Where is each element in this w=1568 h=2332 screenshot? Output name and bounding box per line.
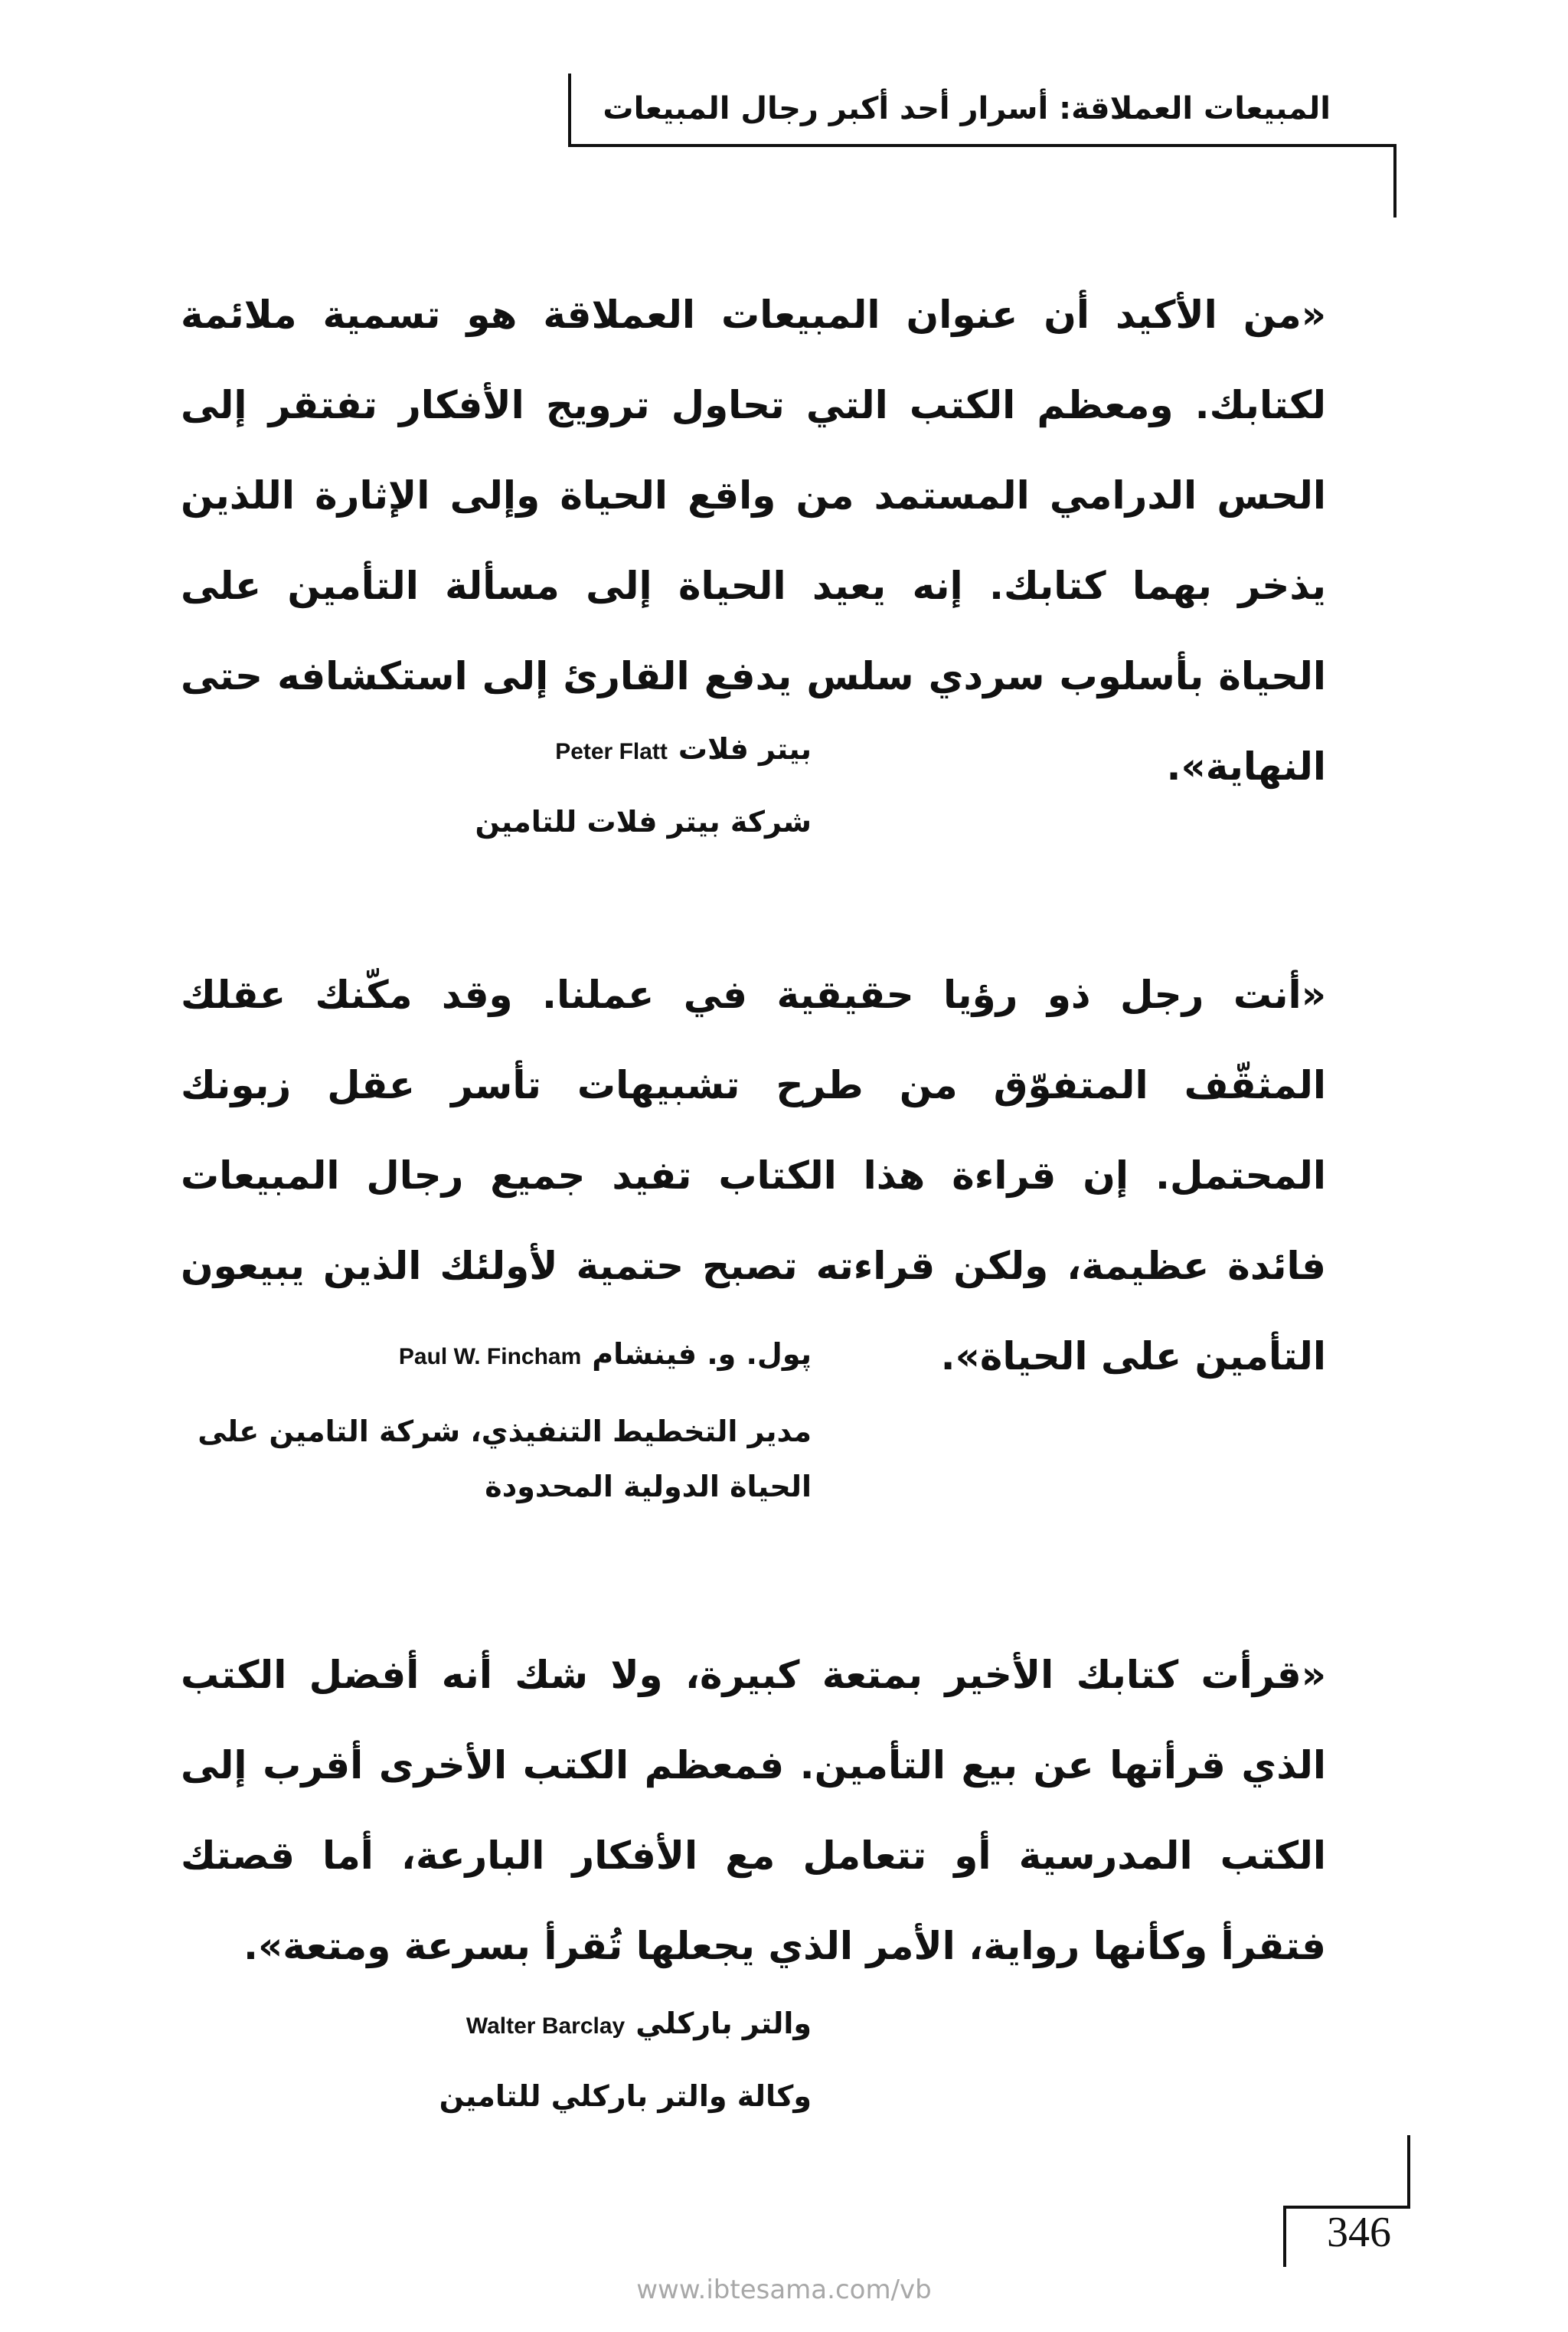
testimonial-quote-2: «أنت رجل ذو رؤيا حقيقية في عملنا. وقد مكّنك عقلك المثقّف المتفوّق من طرح تشبيهات تأسر عقل زبونك المحتمل. إن قراءة هذا الكتاب تفيد جميع رجال المبيعات فائدة عظيمة، ولكن قراءته تصبح حتمية لأولئك الذين يبيعون التأمين على الحياة». bbox=[181, 973, 1326, 1379]
page-number-left-rule bbox=[1283, 2206, 1286, 2267]
testimonial-author-3 bbox=[184, 2002, 812, 2048]
testimonial-org-2-line-2: الحياة الدولية المحدودة bbox=[485, 1470, 812, 1503]
testimonial-org-2-line-1: مدير التخطيط التنفيذي، شركة التامين على bbox=[198, 1415, 812, 1448]
author-name-arabic: والتر باركلي bbox=[635, 2007, 812, 2040]
testimonial-quote-3: «قرأت كتابك الأخير بمتعة كبيرة، ولا شك أنه أفضل الكتب الذي قرأتها عن بيع التأمين. فمعظم الكتب الأخرى أقرب إلى الكتب المدرسية أو تتعامل مع الأفكار البارعة، أما قصتك فتقرأ وكأنها رواية، الأمر الذي يجعلها تُقرأ بسرعة ومتعة». bbox=[181, 1653, 1326, 1968]
author-name-arabic: پول. و. فينشام bbox=[592, 1337, 812, 1371]
author-name-latin: Paul W. Fincham bbox=[398, 1344, 582, 1369]
footer-watermark-url: www.ibtesama.com/vb bbox=[636, 2275, 932, 2305]
author-name-latin: Walter Barclay bbox=[466, 2013, 626, 2039]
page-number: 346 bbox=[1327, 2209, 1391, 2256]
testimonial-quote-1: «من الأكيد أن عنوان المبيعات العملاقة هو تسمية ملائمة لكتابك. ومعظم الكتب التي تحاول ترويج الأفكار تفتقر إلى الحس الدرامي المستمد من واقع الحياة وإلى الإثارة اللذين يذخر بهما كتابك. إنه يعيد الحياة إلى مسألة التأمين على الحياة بأسلوب سردي سلس يدفع القارئ إلى استكشافه حتى النهاية». bbox=[181, 293, 1326, 789]
testimonial-author-1 bbox=[184, 728, 812, 774]
testimonial-author-2 bbox=[184, 1333, 812, 1379]
author-name-latin: Peter Flatt bbox=[555, 739, 668, 764]
page-number-right-rule bbox=[1407, 2135, 1410, 2209]
header-bottom-rule bbox=[568, 144, 1395, 147]
header-right-rule bbox=[1393, 144, 1396, 218]
testimonial-org-1: شركة بيتر فلات للتامين bbox=[475, 805, 812, 839]
author-name-arabic: بيتر فلات bbox=[678, 732, 812, 766]
testimonial-org-3: وكالة والتر باركلي للتامين bbox=[439, 2079, 812, 2113]
running-header-title: المبيعات العملاقة: أسرار أحد أكبر رجال المبيعات bbox=[603, 91, 1331, 126]
